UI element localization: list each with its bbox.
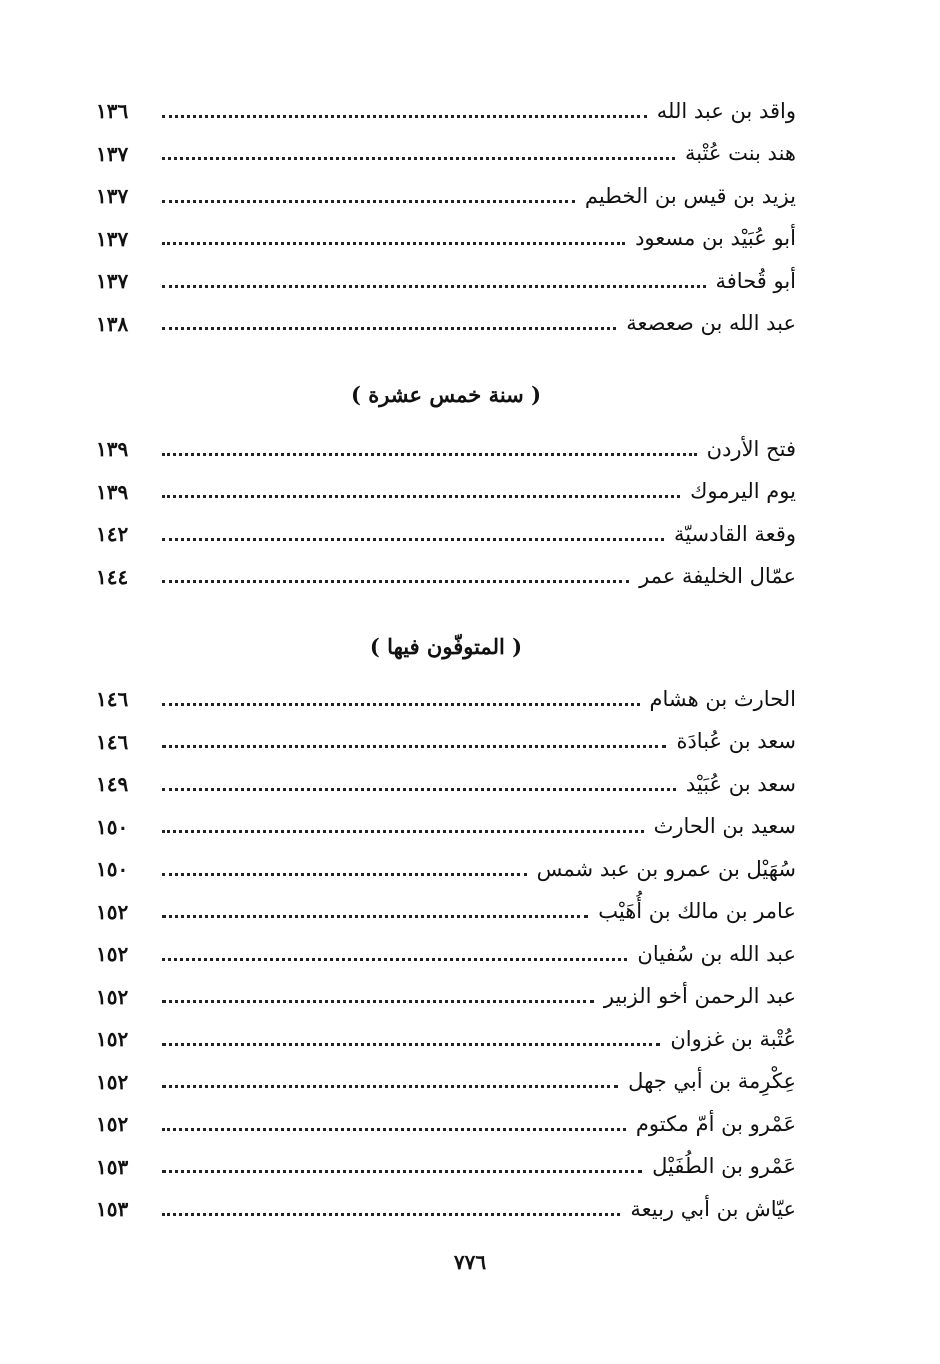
index-entry <box>96 513 796 556</box>
dot-leader <box>162 285 706 288</box>
dot-leader <box>162 873 527 876</box>
index-entry <box>96 933 796 976</box>
entry-title: سعد بن عُبَيْد <box>685 771 796 796</box>
dot-leader <box>162 1170 642 1173</box>
index-entry <box>96 848 796 891</box>
entry-page-number: ١٣٧ <box>96 226 129 251</box>
entry-page-number: ١٥٢ <box>96 1027 129 1052</box>
entry-page-number: ١٥٢ <box>96 899 129 924</box>
dot-leader <box>162 115 647 118</box>
index-section-1 <box>96 90 796 345</box>
entry-page-number: ١٣٧ <box>96 141 129 166</box>
entry-page-number: ١٤٦ <box>96 729 129 754</box>
index-section-2 <box>96 428 796 598</box>
entry-title: عَمْرو بن الطُفَيْل <box>652 1154 796 1179</box>
index-entry <box>96 678 796 721</box>
entry-title: سعد بن عُبادَة <box>676 729 796 754</box>
index-entry <box>96 260 796 303</box>
index-entry <box>96 763 796 806</box>
entry-page-number: ١٥٠ <box>96 857 129 882</box>
entry-page-number: ١٤٦ <box>96 687 129 712</box>
dot-leader <box>162 1213 620 1216</box>
dot-leader <box>162 453 697 456</box>
entry-title: عِكْرِمة بن أبي جهل <box>628 1069 796 1094</box>
index-entry <box>96 976 796 1019</box>
index-entry <box>96 471 796 514</box>
dot-leader <box>162 703 640 706</box>
section-heading: ( المتوفّون فيها ) <box>369 634 523 659</box>
entry-title: عمّال الخليفة عمر <box>639 564 796 589</box>
index-entry <box>96 556 796 599</box>
entry-page-number: ١٥٢ <box>96 984 129 1009</box>
index-entry <box>96 218 796 261</box>
entry-title: وقعة القادسيّة <box>673 521 796 546</box>
entry-title: أبو قُحافة <box>715 268 796 293</box>
entry-title: عبد الله بن سُفيان <box>637 941 796 966</box>
dot-leader <box>162 958 627 961</box>
entry-page-number: ١٣٦ <box>96 99 129 124</box>
index-entry <box>96 90 796 133</box>
dot-leader <box>162 788 676 791</box>
entry-page-number: ١٥٢ <box>96 1112 129 1137</box>
entry-title: عبد الله بن صعصعة <box>626 311 796 336</box>
entry-title: الحارث بن هشام <box>649 686 796 711</box>
entry-title: سعيد بن الحارث <box>653 814 796 839</box>
dot-leader <box>162 830 644 833</box>
dot-leader <box>162 157 675 160</box>
entry-page-number: ١٥٢ <box>96 942 129 967</box>
entry-page-number: ١٥٢ <box>96 1069 129 1094</box>
entry-page-number: ١٣٧ <box>96 184 129 209</box>
index-entry <box>96 303 796 346</box>
entry-title: عامر بن مالك بن أُهَيْب <box>598 899 796 924</box>
entry-page-number: ١٥٣ <box>96 1154 129 1179</box>
entry-title: عُتْبة بن غزوان <box>670 1026 796 1051</box>
entry-title: عيّاش بن أبي ربيعة <box>630 1196 796 1221</box>
entry-page-number: ١٤٩ <box>96 772 129 797</box>
entry-title: هند بنت عُتْبة <box>684 141 796 166</box>
entry-title: يزيد بن قيس بن الخطيم <box>584 183 796 208</box>
dot-leader <box>162 1128 626 1131</box>
index-entry <box>96 1018 796 1061</box>
index-entry <box>96 1146 796 1189</box>
index-section-3 <box>96 678 796 1231</box>
index-entry <box>96 428 796 471</box>
dot-leader <box>162 1085 618 1088</box>
section-heading: ( سنة خمس عشرة ) <box>350 382 542 407</box>
dot-leader <box>162 745 666 748</box>
entry-page-number: ١٣٩ <box>96 479 129 504</box>
dot-leader <box>162 327 616 330</box>
entry-page-number: ١٥٠ <box>96 814 129 839</box>
entry-page-number: ١٣٧ <box>96 269 129 294</box>
index-entry <box>96 721 796 764</box>
page-number: ٧٧٦ <box>453 1250 487 1274</box>
entry-title: واقد بن عبد الله <box>656 98 796 123</box>
index-entry <box>96 806 796 849</box>
dot-leader <box>162 1043 660 1046</box>
index-entry <box>96 891 796 934</box>
dot-leader <box>162 242 625 245</box>
index-entry <box>96 1188 796 1231</box>
entry-page-number: ١٣٩ <box>96 437 129 462</box>
index-entry <box>96 1061 796 1104</box>
entry-page-number: ١٣٨ <box>96 311 129 336</box>
entry-title: يوم اليرموك <box>690 479 796 504</box>
entry-title: سُهَيْل بن عمرو بن عبد شمس <box>536 856 796 881</box>
dot-leader <box>162 200 575 203</box>
index-entry <box>96 133 796 176</box>
entry-title: عَمْرو بن أمّ مكتوم <box>635 1111 796 1136</box>
entry-title: عبد الرحمن أخو الزبير <box>603 984 796 1009</box>
entry-title: فتح الأردن <box>706 436 796 461</box>
dot-leader <box>162 915 588 918</box>
dot-leader <box>162 538 664 541</box>
dot-leader <box>162 580 629 583</box>
entry-page-number: ١٥٣ <box>96 1197 129 1222</box>
entry-page-number: ١٤٤ <box>96 564 129 589</box>
index-entry <box>96 1103 796 1146</box>
dot-leader <box>162 1000 594 1003</box>
index-entry <box>96 175 796 218</box>
entry-page-number: ١٤٢ <box>96 522 129 547</box>
dot-leader <box>162 495 680 498</box>
entry-title: أبو عُبَيْد بن مسعود <box>635 226 796 251</box>
